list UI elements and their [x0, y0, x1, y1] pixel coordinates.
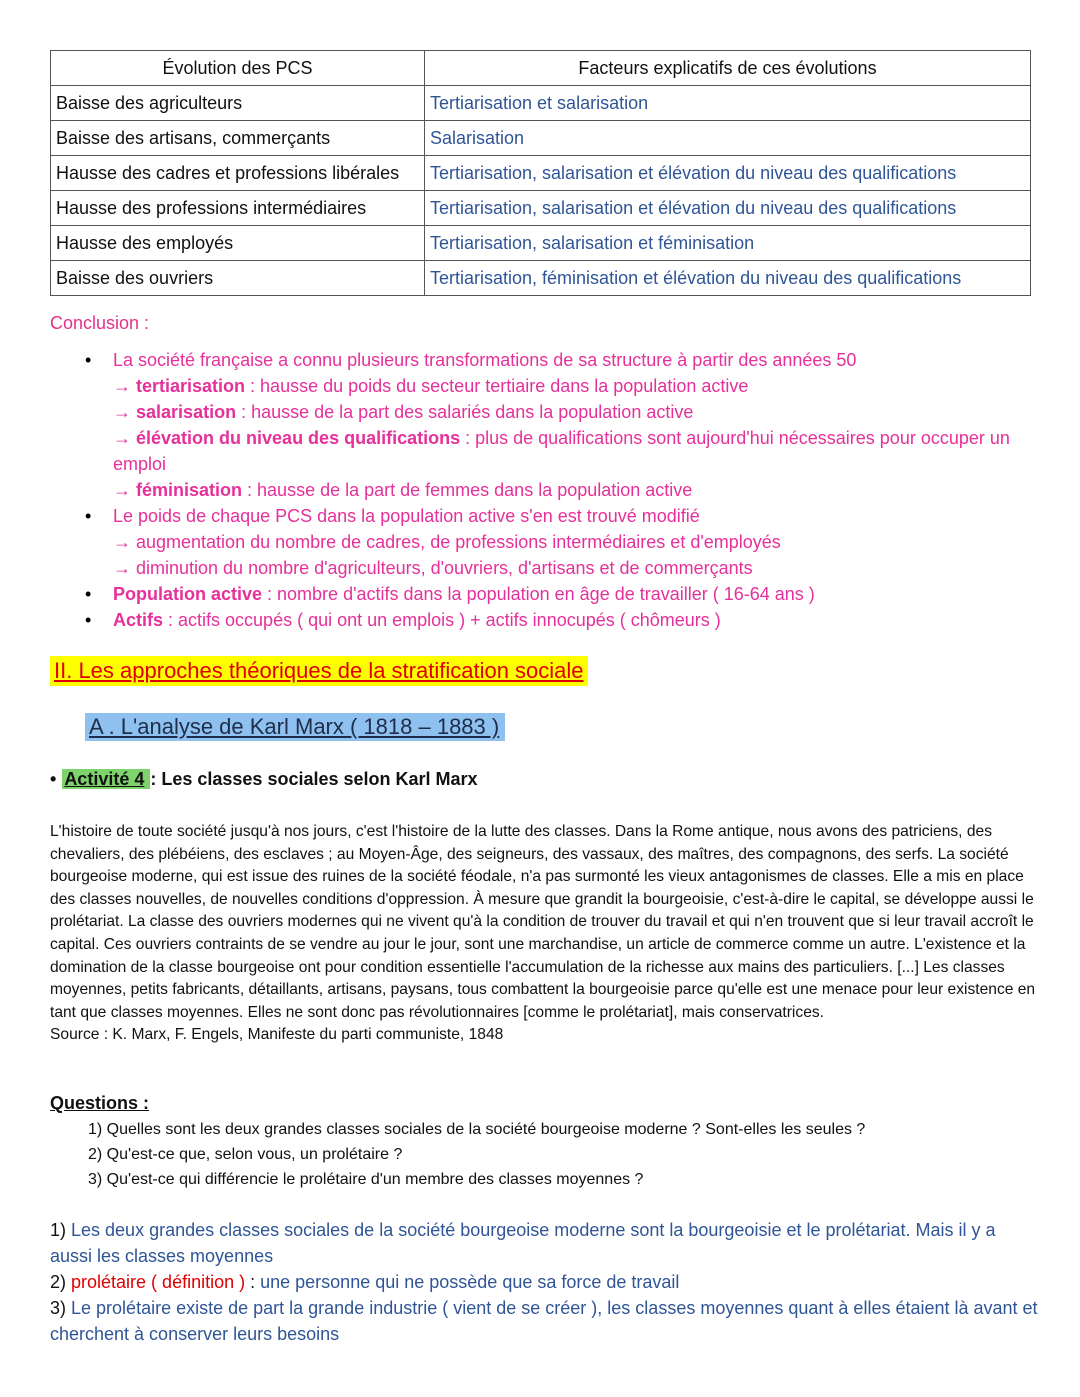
table-cell-evolution: Baisse des artisans, commerçants	[51, 121, 425, 156]
list-item	[85, 503, 1035, 581]
list-item	[85, 581, 1035, 607]
answer-text: une personne qui ne possède que sa force de travail	[255, 1272, 680, 1292]
answer-text: Les deux grandes classes sociales de la société bourgeoise moderne sont la bourgeoisie et le prolétariat. Mais il y a aussi les classes moyennes	[50, 1220, 996, 1266]
conclusion-line	[113, 477, 1035, 503]
conclusion-line: → augmentation du nombre de cadres, de professions intermédiaires et d'employés	[113, 532, 781, 552]
conclusion-intro: • La société française a connu plusieurs transformations de sa structure à partir des années 50	[113, 350, 857, 370]
answer-term: prolétaire ( définition )	[66, 1272, 246, 1292]
term-population-active: Population active	[113, 584, 263, 604]
definition: : nombre d'actifs dans la population en âge de travailler ( 16-64 ans )	[262, 584, 815, 604]
marx-quote	[50, 821, 1040, 1047]
question-item: 2) Qu'est-ce que, selon vous, un prolétaire ?	[88, 1146, 403, 1163]
term-tertiarisation: tertiarisation	[136, 376, 246, 396]
table-cell-evolution: Hausse des employés	[51, 226, 425, 261]
arrow-icon: →	[113, 480, 137, 500]
table-header-evolution: Évolution des PCS	[51, 51, 425, 86]
section-title: II. Les approches théoriques de la stratification sociale	[50, 656, 588, 686]
conclusion-title: Conclusion :	[50, 313, 150, 333]
table-cell-evolution: Baisse des ouvriers	[51, 261, 425, 296]
table-header-facteurs: Facteurs explicatifs de ces évolutions	[425, 51, 1031, 86]
term-qualifications: élévation du niveau des qualifications	[136, 428, 461, 448]
term-salarisation: salarisation	[136, 402, 237, 422]
questions-title: Questions :	[50, 1093, 150, 1113]
term-actifs: Actifs	[113, 610, 164, 630]
conclusion-list	[85, 347, 1035, 633]
quote-text: L'histoire de toute société jusqu'à nos jours, c'est l'histoire de la lutte des classes. Dans la Rome antique, nous avons des patriciens, des chevaliers, des plébéiens, des esclaves ; au Moyen-Âge, des seigneurs, des vassaux, des maîtres, des compagnons, des serfs. La société bourgeoise moderne, qui est issue des ruines de la société féodale, n'a pas surmonté les vieux antagonismes de classes. Elle a mis en place des classes nouvelles, de nouvelles conditions d'oppression. À mesure que grandit la bourgeoisie, c'est-à-dire le capital, se développe aussi le prolétariat. La classe des ouvriers modernes qui ne vivent qu'à la condition de trouver du travail et qui n'en trouvent que si leur travail accroît le capital. Ces ouvriers contraints de se vendre au jour le jour, sont une marchandise, un article de commerce comme un autre. L'existence et la domination de la classe bourgeoise ont pour condition essentielle l'accumulation de la richesse aux mains des particuliers. [...] Les classes moyennes, petits fabricants, détaillants, artisans, paysans, tous combattent la bourgeoisie parce qu'elle est une menace pour leur existence en tant que classes moyennes. Elles ne sont donc pas révolutionnaires [comme le prolétariat], mais conservatrices.	[50, 823, 1036, 1021]
answer-colon: :	[245, 1272, 256, 1292]
term-feminisation: féminisation	[136, 480, 243, 500]
definition: : hausse du poids du secteur tertiaire dans la population active	[245, 376, 749, 396]
table-cell-evolution: Hausse des professions intermédiaires	[51, 191, 425, 226]
table-cell-facteurs: Salarisation	[425, 121, 1031, 156]
bullet-icon: •	[50, 769, 57, 789]
conclusion-line: → diminution du nombre d'agriculteurs, d'ouvriers, d'artisans et de commerçants	[113, 558, 753, 578]
list-item	[85, 607, 1035, 633]
table-cell-evolution: Baisse des agriculteurs	[51, 86, 425, 121]
arrow-icon: →	[113, 402, 137, 422]
activity-heading	[50, 769, 478, 790]
questions-list	[88, 1117, 865, 1192]
activity-tag: Activité 4	[62, 769, 150, 789]
conclusion-line	[113, 373, 1035, 399]
table-header-row	[51, 51, 1031, 86]
arrow-icon: →	[113, 428, 137, 448]
table-row	[51, 121, 1031, 156]
conclusion-line	[113, 399, 1035, 425]
answer-1	[50, 1217, 1040, 1269]
table-row	[51, 226, 1031, 261]
table-cell-facteurs: Tertiarisation, salarisation et élévation du niveau des qualifications	[425, 156, 1031, 191]
question-item: 1) Quelles sont les deux grandes classes sociales de la société bourgeoise moderne ? Sont-elles les seules ?	[88, 1121, 866, 1138]
table-row	[51, 86, 1031, 121]
table-cell-facteurs: Tertiarisation, féminisation et élévation du niveau des qualifications	[425, 261, 1031, 296]
definition: : hausse de la part des salariés dans la population active	[236, 402, 694, 422]
arrow-icon: →	[113, 376, 137, 396]
answer-number: 2)	[50, 1272, 67, 1292]
pcs-table	[50, 50, 1031, 296]
table-row	[51, 156, 1031, 191]
answer-2	[50, 1269, 1040, 1295]
answer-number: 3)	[50, 1298, 67, 1318]
table-row	[51, 261, 1031, 296]
definition: : hausse de la part de femmes dans la population active	[242, 480, 693, 500]
answer-number: 1)	[50, 1220, 67, 1240]
table-cell-evolution: Hausse des cadres et professions libérales	[51, 156, 425, 191]
subsection-title: A . L'analyse de Karl Marx ( 1818 – 1883 )	[85, 713, 505, 741]
definition: : plus de qualifications sont aujourd'hui nécessaires pour occuper un emploi	[113, 428, 1010, 474]
activity-title: : Les classes sociales selon Karl Marx	[150, 769, 478, 789]
definition: : actifs occupés ( qui ont un emplois ) + actifs innocupés ( chômeurs )	[163, 610, 721, 630]
question-item: 3) Qu'est-ce qui différencie le prolétaire d'un membre des classes moyennes ?	[88, 1171, 644, 1188]
table-cell-facteurs: Tertiarisation et salarisation	[425, 86, 1031, 121]
table-cell-facteurs: Tertiarisation, salarisation et féminisation	[425, 226, 1031, 261]
answers-block	[50, 1217, 1040, 1347]
answer-3	[50, 1295, 1040, 1347]
answer-text: Le prolétaire existe de part la grande industrie ( vient de se créer ), les classes moyennes quant à elles étaient là avant et cherchent à conserver leurs besoins	[50, 1298, 1038, 1344]
conclusion-intro: • Le poids de chaque PCS dans la population active s'en est trouvé modifié	[113, 506, 700, 526]
table-cell-facteurs: Tertiarisation, salarisation et élévation du niveau des qualifications	[425, 191, 1031, 226]
list-item	[85, 347, 1035, 503]
quote-source: Source : K. Marx, F. Engels, Manifeste du parti communiste, 1848	[50, 1026, 504, 1044]
conclusion-line	[113, 425, 1035, 477]
table-row	[51, 191, 1031, 226]
